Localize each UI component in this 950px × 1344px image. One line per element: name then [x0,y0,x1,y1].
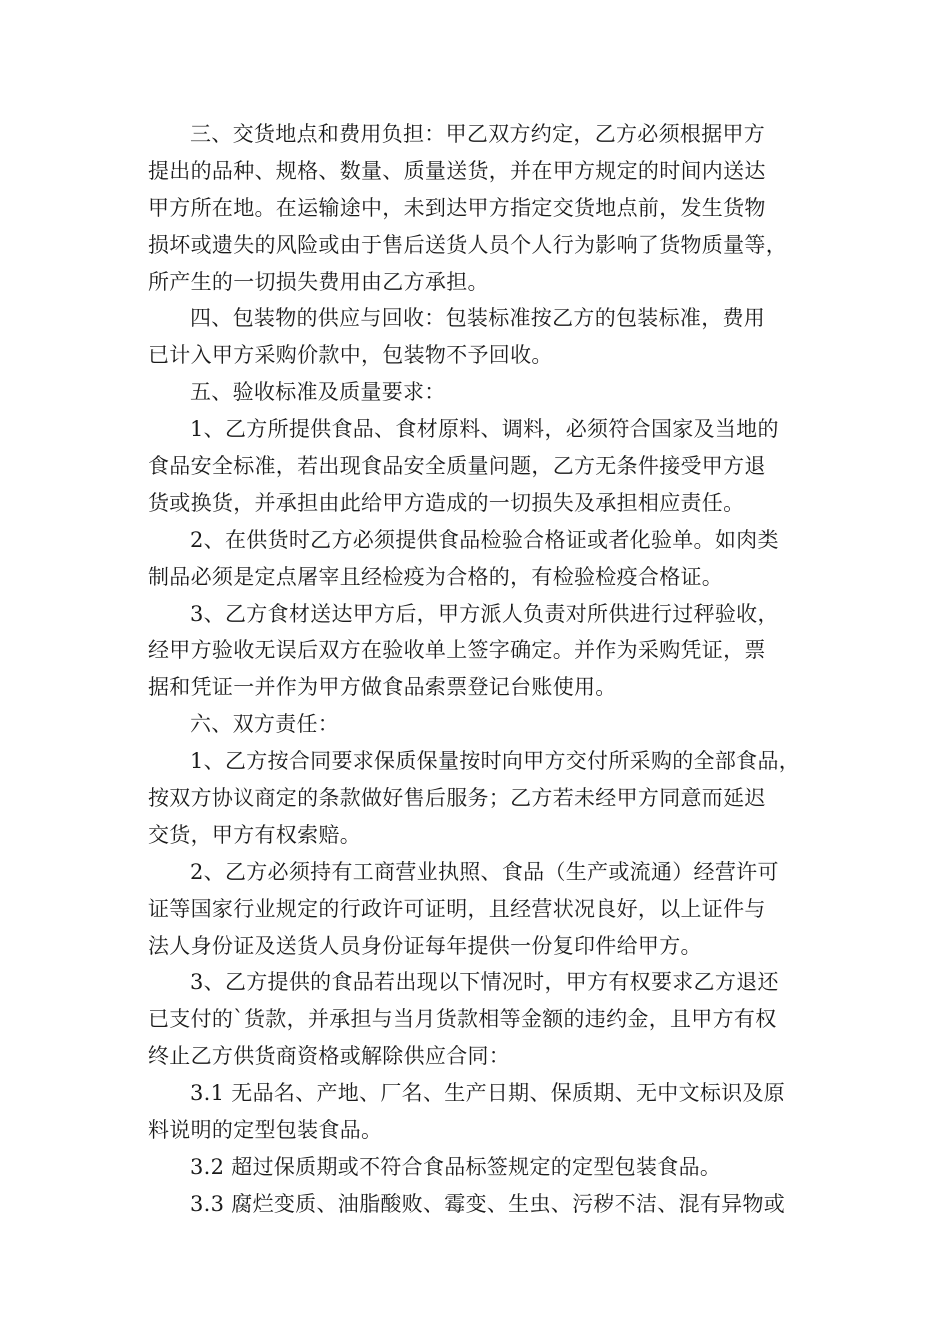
clause-3-2 [148,1149,808,1186]
text-line: 已支付的`货款，并承担与当月货款相等金额的违约金，且甲方有权 [148,1007,777,1032]
clause-5-3 [148,596,808,707]
text-line: 制品必须是定点屠宰且经检疫为合格的，有检验检疫合格证。 [148,564,724,589]
text-line: 3.1 无品名、产地、厂名、生产日期、保质期、无中文标识及原 [190,1081,786,1106]
text-line: 已计入甲方采购价款中，包装物不予回收。 [148,343,553,368]
text-line: 货或换货，并承担由此给甲方造成的一切损失及承担相应责任。 [148,490,745,515]
section-heading-responsibilities [148,706,808,743]
clause-6-3 [148,964,808,1075]
paragraph-packaging [148,300,808,374]
text-line: 3.2 超过保质期或不符合食品标签规定的定型包装食品。 [190,1154,722,1179]
text-line: 1、乙方所提供食品、食材原料、调料，必须符合国家及当地的 [190,417,779,442]
text-line: 三、交货地点和费用负担：甲乙双方约定，乙方必须根据甲方 [190,122,766,146]
text-line: 六、双方责任： [190,712,340,737]
paragraph-delivery-location-costs [148,116,808,300]
clause-6-2 [148,854,808,965]
text-line: 证等国家行业规定的行政许可证明，且经营状况良好，以上证件与 [148,896,766,921]
text-line: 损坏或遗失的风险或由于售后送货人员个人行为影响了货物质量等， [148,232,787,257]
text-line: 经甲方验收无误后双方在验收单上签字确定。并作为采购凭证，票 [148,638,766,663]
text-line: 3、乙方食材送达甲方后，甲方派人负责对所供进行过秤验收， [190,601,779,626]
text-line: 终止乙方供货商资格或解除供应合同： [148,1044,511,1069]
clause-3-1 [148,1075,808,1149]
clause-5-2 [148,522,808,596]
text-line: 据和凭证一并作为甲方做食品索票登记台账使用。 [148,675,617,700]
text-line: 提出的品种、规格、数量、质量送货，并在甲方规定的时间内送达 [148,158,766,183]
document-page [148,116,808,1223]
text-line: 五、验收标准及质量要求： [190,380,446,405]
text-line: 甲方所在地。在运输途中，未到达甲方指定交货地点前，发生货物 [148,195,766,220]
clause-6-1 [148,743,808,854]
text-line: 食品安全标准，若出现食品安全质量问题，乙方无条件接受甲方退 [148,454,766,479]
text-line: 1、乙方按合同要求保质保量按时向甲方交付所采购的全部食品， [190,749,801,774]
clause-5-1 [148,411,808,522]
text-line: 法人身份证及送货人员身份证每年提供一份复印件给甲方。 [148,933,702,958]
section-heading-acceptance-standards [148,374,808,411]
text-line: 2、在供货时乙方必须提供食品检验合格证或者化验单。如肉类 [190,527,779,552]
text-line: 3.3 腐烂变质、油脂酸败、霉变、生虫、污秽不洁、混有异物或 [190,1191,786,1216]
text-line: 2、乙方必须持有工商营业执照、食品（生产或流通）经营许可 [190,859,779,884]
text-line: 四、包装物的供应与回收：包装标准按乙方的包装标准，费用 [190,306,766,331]
clause-3-3 [148,1186,808,1223]
text-line: 料说明的定型包装食品。 [148,1118,383,1143]
text-line: 交货，甲方有权索赔。 [148,822,361,847]
text-line: 按双方协议商定的条款做好售后服务；乙方若未经甲方同意而延迟 [148,786,766,811]
text-line: 所产生的一切损失费用由乙方承担。 [148,269,489,294]
text-line: 3、乙方提供的食品若出现以下情况时，甲方有权要求乙方退还 [190,970,779,995]
